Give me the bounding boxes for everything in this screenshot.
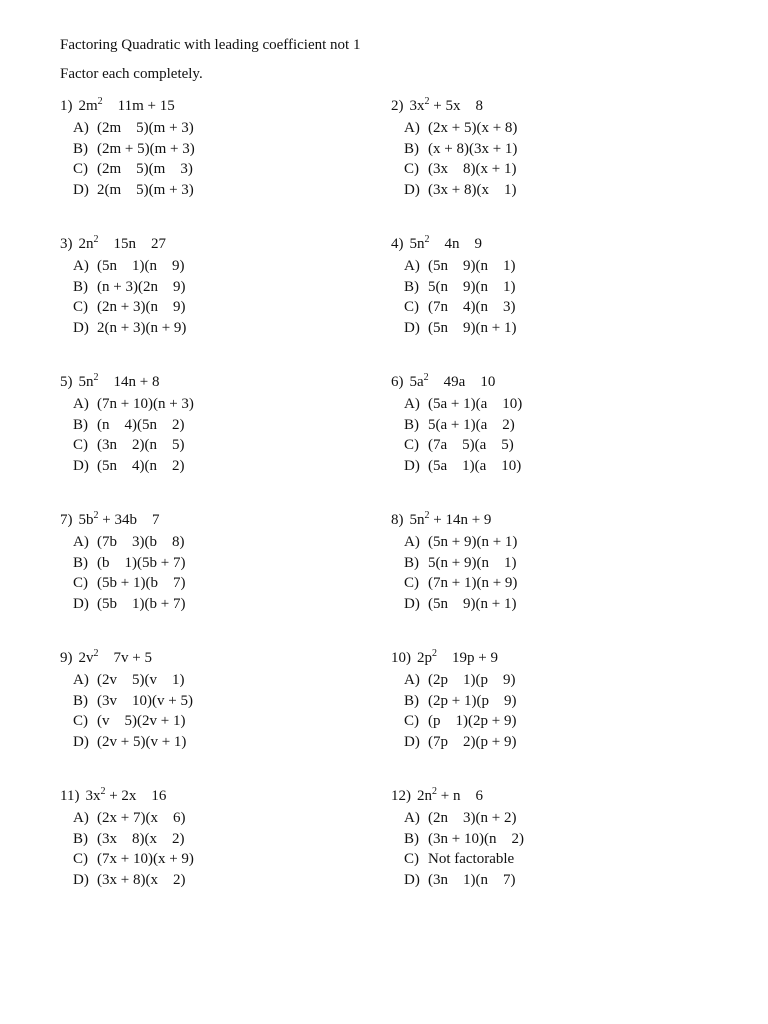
answer-choice (404, 415, 711, 436)
answer-choice (73, 532, 380, 553)
problem-3 (60, 234, 380, 338)
choice-letter: C) (404, 713, 419, 730)
choice-expression: 5(a + 1)(a 2) (428, 416, 515, 433)
problem-question (391, 510, 711, 532)
problem-number: 5) (60, 374, 73, 390)
choice-expression: (2m + 5)(m + 3) (97, 140, 195, 157)
question-rest: 4n 9 (429, 236, 482, 252)
problem-7 (60, 510, 380, 614)
choice-expression: (p 1)(2p + 9) (428, 713, 517, 730)
choice-letter: C) (73, 713, 88, 730)
choice-expression: (2n 3)(n + 2) (428, 810, 517, 826)
answer-choice (404, 159, 711, 180)
choice-expression: (5a + 1)(a 10) (428, 396, 523, 412)
choice-letter: A) (404, 672, 420, 688)
choice-letter: D) (73, 319, 89, 336)
choice-expression: (5n 4)(n 2) (97, 457, 185, 474)
answer-choice (73, 594, 380, 615)
choice-letter: D) (73, 871, 89, 888)
answer-choices (73, 808, 380, 890)
problem-question (60, 648, 380, 670)
problem-number: 2) (391, 98, 404, 114)
choice-letter: B) (73, 416, 88, 433)
page-title: Factoring Quadratic with leading coefficient not 1 (60, 37, 361, 53)
choice-expression: (x + 8)(3x + 1) (428, 140, 518, 157)
answer-choices (404, 394, 711, 476)
question-rest: 15n 27 (98, 236, 166, 252)
choice-letter: A) (73, 396, 89, 412)
question-exponent: 2 (93, 510, 99, 521)
choice-expression: (3x + 8)(x 2) (97, 871, 186, 888)
answer-choice (404, 691, 711, 712)
problem-number: 4) (391, 236, 404, 252)
answer-choice (73, 139, 380, 160)
choice-expression: (3x + 8)(x 1) (428, 181, 517, 198)
choice-letter: A) (404, 534, 420, 550)
problem-number: 1) (60, 98, 73, 114)
choice-letter: D) (73, 457, 89, 474)
problem-question (60, 786, 380, 808)
choice-letter: C) (404, 851, 419, 868)
answer-choice (73, 318, 380, 339)
question-base: 2m (78, 98, 98, 114)
question-base: 2p (417, 650, 432, 666)
choice-expression: (2m 5)(m + 3) (97, 120, 194, 136)
question-rest: + 2x 16 (105, 788, 167, 804)
choice-expression: (3x 8)(x + 1) (428, 161, 517, 178)
choice-letter: C) (73, 437, 88, 454)
answer-choice (73, 256, 380, 277)
choice-letter: D) (73, 181, 89, 198)
answer-choice (404, 180, 711, 201)
choice-expression: (3v 10)(v + 5) (97, 692, 193, 709)
problem-number: 6) (391, 374, 404, 390)
answer-choice (73, 849, 380, 870)
choice-letter: C) (404, 437, 419, 454)
answer-choices (73, 670, 380, 752)
answer-choice (404, 670, 711, 691)
question-base: 5b (78, 512, 94, 528)
problem-question (60, 96, 380, 118)
choice-letter: A) (404, 810, 420, 826)
choice-letter: B) (73, 140, 88, 157)
question-base: 3x (85, 788, 101, 804)
choice-letter: A) (73, 810, 89, 826)
choice-letter: A) (404, 396, 420, 412)
choice-expression: 5(n 9)(n 1) (428, 278, 516, 295)
choice-expression: (2n + 3)(n 9) (97, 299, 186, 316)
answer-choices (73, 532, 380, 614)
choice-letter: C) (73, 851, 88, 868)
choice-expression: (3x 8)(x 2) (97, 830, 185, 847)
answer-choice (404, 256, 711, 277)
answer-choices (73, 394, 380, 476)
answer-choice (73, 180, 380, 201)
answer-choice (404, 849, 711, 870)
choice-expression: (7n + 10)(n + 3) (97, 396, 194, 412)
answer-choice (404, 573, 711, 594)
answer-choices (73, 118, 380, 200)
answer-choice (404, 277, 711, 298)
answer-choice (73, 394, 380, 415)
choice-expression: (2m 5)(m 3) (97, 161, 193, 178)
answer-choice (404, 553, 711, 574)
answer-choice (404, 435, 711, 456)
question-rest: 7v + 5 (98, 650, 152, 666)
choice-letter: B) (73, 554, 88, 571)
question-base: 2n (78, 236, 94, 252)
answer-choices (73, 256, 380, 338)
question-rest: + 14n + 9 (429, 512, 492, 528)
question-exponent: 2 (93, 234, 99, 245)
choice-expression: (3n + 10)(n 2) (428, 830, 524, 847)
choice-letter: B) (404, 278, 419, 295)
question-rest: 11m + 15 (102, 98, 175, 114)
choice-expression: (2x + 5)(x + 8) (428, 120, 518, 136)
answer-choice (73, 553, 380, 574)
question-rest: + 5x 8 (429, 98, 483, 114)
choice-expression: (3n 1)(n 7) (428, 871, 516, 888)
problem-6 (391, 372, 711, 476)
question-base: 3x (409, 98, 425, 114)
question-exponent: 2 (93, 648, 99, 659)
choice-letter: D) (404, 733, 420, 750)
problem-question (391, 234, 711, 256)
problem-number: 7) (60, 512, 73, 528)
choice-expression: (5n + 9)(n + 1) (428, 534, 518, 550)
choice-expression: (b 1)(5b + 7) (97, 554, 186, 571)
choice-letter: C) (404, 575, 419, 592)
choice-expression: 2(n + 3)(n + 9) (97, 319, 187, 336)
answer-choice (73, 159, 380, 180)
choice-expression: 5(n + 9)(n 1) (428, 554, 517, 571)
answer-choices (404, 808, 711, 890)
choice-expression: Not factorable (428, 851, 515, 868)
answer-choices (404, 670, 711, 752)
question-exponent: 2 (93, 372, 99, 383)
choice-expression: 2(m 5)(m + 3) (97, 181, 194, 198)
question-exponent: 2 (100, 786, 106, 797)
question-base: 5n (409, 236, 425, 252)
choice-letter: C) (404, 161, 419, 178)
answer-choice (73, 456, 380, 477)
choice-expression: (2p + 1)(p 9) (428, 692, 517, 709)
answer-choice (404, 829, 711, 850)
question-exponent: 2 (97, 96, 103, 107)
choice-expression: (v 5)(2v + 1) (97, 713, 186, 730)
choice-expression: (5n 9)(n + 1) (428, 595, 517, 612)
choice-expression: (5n 9)(n 1) (428, 258, 516, 274)
choice-letter: D) (73, 595, 89, 612)
choice-letter: B) (73, 692, 88, 709)
question-rest: 49a 10 (428, 374, 496, 390)
problem-5 (60, 372, 380, 476)
answer-choice (404, 139, 711, 160)
choice-letter: B) (404, 416, 419, 433)
answer-choice (73, 732, 380, 753)
choice-letter: C) (73, 161, 88, 178)
question-base: 5a (409, 374, 424, 390)
question-base: 5n (409, 512, 425, 528)
answer-choice (73, 670, 380, 691)
question-exponent: 2 (432, 648, 437, 659)
choice-letter: A) (73, 258, 89, 274)
problem-number: 10) (391, 650, 411, 666)
choice-expression: (7x + 10)(x + 9) (97, 851, 194, 868)
answer-choice (73, 691, 380, 712)
choice-letter: D) (404, 319, 420, 336)
choice-expression: (2v 5)(v 1) (97, 672, 185, 688)
question-base: 2n (417, 788, 432, 804)
answer-choice (404, 732, 711, 753)
answer-choice (73, 435, 380, 456)
answer-choice (404, 532, 711, 553)
choice-letter: C) (404, 299, 419, 316)
answer-choice (73, 277, 380, 298)
answer-choice (404, 394, 711, 415)
answer-choice (73, 415, 380, 436)
choice-letter: A) (73, 672, 89, 688)
problem-2 (391, 96, 711, 200)
question-base: 5n (78, 374, 94, 390)
answer-choice (404, 118, 711, 139)
question-exponent: 2 (424, 234, 430, 245)
problem-1 (60, 96, 380, 200)
choice-expression: (2p 1)(p 9) (428, 672, 516, 688)
answer-choices (404, 118, 711, 200)
choice-letter: D) (404, 181, 420, 198)
question-exponent: 2 (424, 96, 430, 107)
choice-letter: C) (73, 299, 88, 316)
question-rest: 14n + 8 (98, 374, 160, 390)
choice-letter: D) (404, 871, 420, 888)
answer-choice (73, 573, 380, 594)
problem-number: 8) (391, 512, 404, 528)
problem-question (391, 372, 711, 394)
answer-choice (73, 297, 380, 318)
question-exponent: 2 (424, 510, 430, 521)
problem-question (60, 234, 380, 256)
question-exponent: 2 (432, 786, 437, 797)
choice-letter: A) (404, 258, 420, 274)
choice-expression: (7p 2)(p + 9) (428, 733, 517, 750)
question-base: 2v (78, 650, 94, 666)
choice-expression: (5n 9)(n + 1) (428, 319, 517, 336)
choice-letter: C) (73, 575, 88, 592)
question-exponent: 2 (423, 372, 429, 383)
problem-question (391, 786, 711, 808)
answer-choice (404, 297, 711, 318)
instructions: Factor each completely. (60, 66, 203, 82)
choice-expression: (7b 3)(b 8) (97, 534, 185, 550)
question-rest: + n 6 (437, 788, 483, 804)
choice-letter: D) (404, 595, 420, 612)
answer-choice (73, 808, 380, 829)
choice-expression: (5b + 1)(b 7) (97, 575, 186, 592)
problem-12 (391, 786, 711, 890)
choice-letter: B) (404, 140, 419, 157)
answer-choice (404, 594, 711, 615)
problem-number: 9) (60, 650, 73, 666)
answer-choices (404, 256, 711, 338)
problem-number: 3) (60, 236, 73, 252)
choice-expression: (2x + 7)(x 6) (97, 810, 186, 826)
answer-choice (73, 870, 380, 891)
answer-choice (404, 711, 711, 732)
choice-letter: B) (73, 830, 88, 847)
answer-choice (73, 118, 380, 139)
question-rest: + 34b 7 (98, 512, 160, 528)
answer-choices (404, 532, 711, 614)
problem-question (391, 96, 711, 118)
choice-letter: B) (404, 830, 419, 847)
choice-letter: D) (73, 733, 89, 750)
choice-letter: A) (73, 120, 89, 136)
problem-11 (60, 786, 380, 890)
choice-expression: (5a 1)(a 10) (428, 457, 522, 474)
problem-question (60, 510, 380, 532)
choice-letter: B) (73, 278, 88, 295)
answer-choice (404, 808, 711, 829)
problem-question (391, 648, 711, 670)
answer-choice (404, 456, 711, 477)
choice-expression: (n 4)(5n 2) (97, 416, 185, 433)
problem-number: 12) (391, 788, 411, 804)
question-rest: 19p + 9 (437, 650, 498, 666)
answer-choice (404, 318, 711, 339)
choice-letter: D) (404, 457, 420, 474)
choice-expression: (7n 4)(n 3) (428, 299, 516, 316)
answer-choice (404, 870, 711, 891)
answer-choice (73, 829, 380, 850)
problem-8 (391, 510, 711, 614)
choice-expression: (7a 5)(a 5) (428, 437, 514, 454)
problem-4 (391, 234, 711, 338)
choice-expression: (n + 3)(2n 9) (97, 278, 186, 295)
choice-expression: (5n 1)(n 9) (97, 258, 185, 274)
choice-letter: A) (73, 534, 89, 550)
answer-choice (73, 711, 380, 732)
problem-number: 11) (60, 788, 80, 804)
choice-expression: (7n + 1)(n + 9) (428, 575, 518, 592)
choice-expression: (5b 1)(b + 7) (97, 595, 186, 612)
choice-expression: (3n 2)(n 5) (97, 437, 185, 454)
choice-letter: A) (404, 120, 420, 136)
problem-9 (60, 648, 380, 752)
problem-10 (391, 648, 711, 752)
choice-letter: B) (404, 692, 419, 709)
choice-expression: (2v + 5)(v + 1) (97, 733, 187, 750)
problem-question (60, 372, 380, 394)
choice-letter: B) (404, 554, 419, 571)
